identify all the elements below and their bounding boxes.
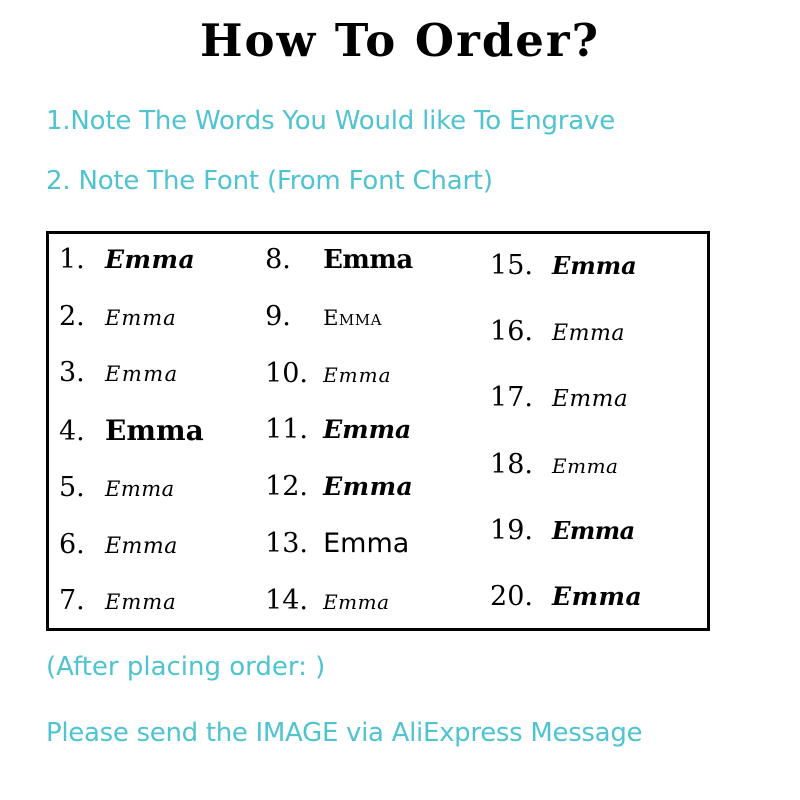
- font-chart-row: [490, 316, 703, 347]
- font-sample: Emma: [323, 305, 382, 330]
- font-sample: Emma: [323, 589, 390, 614]
- font-number: 4.: [59, 415, 85, 447]
- font-chart-row: [265, 528, 484, 559]
- font-chart-column-3: [484, 240, 703, 622]
- font-chart-row: [265, 471, 484, 502]
- font-sample: Emma: [323, 362, 392, 387]
- font-chart-column-2: [265, 240, 484, 622]
- font-chart-row: [59, 357, 265, 388]
- font-chart-row: [59, 244, 265, 275]
- font-chart-row: [490, 515, 703, 546]
- footer-line-1: (After placing order: ): [46, 652, 326, 682]
- font-number: 1.: [59, 244, 85, 275]
- footer-line-2: Please send the IMAGE via AliExpress Message: [46, 718, 643, 748]
- step-2-text: 2. Note The Font (From Font Chart): [46, 165, 493, 196]
- font-number: 16.: [490, 316, 533, 348]
- font-number: 13.: [265, 528, 309, 560]
- font-sample: Emma: [105, 533, 178, 559]
- font-number: 15.: [490, 250, 533, 281]
- font-sample: Emma: [323, 415, 412, 445]
- font-sample: Emma: [105, 362, 179, 386]
- font-chart-row: [59, 414, 265, 447]
- font-chart-row: [59, 585, 265, 616]
- font-number: 14.: [265, 584, 309, 616]
- font-chart-row: [490, 250, 703, 281]
- font-chart-row: [265, 414, 484, 445]
- font-number: 12.: [265, 471, 309, 503]
- step-1-text: 1.Note The Words You Would like To Engrave: [46, 105, 616, 136]
- font-number: 7.: [59, 585, 85, 616]
- font-sample: Emma: [552, 515, 635, 545]
- font-sample: Emma: [323, 528, 410, 560]
- font-sample: Emma: [552, 321, 625, 347]
- page-title: How To Order?: [199, 14, 601, 67]
- font-sample: Emma: [552, 581, 643, 611]
- font-sample: Emma: [105, 305, 177, 330]
- font-number: 3.: [59, 357, 85, 388]
- font-chart-row: [490, 382, 703, 413]
- font-number: 9.: [265, 300, 291, 332]
- font-sample: Emma: [323, 472, 414, 502]
- font-number: 18.: [490, 448, 533, 480]
- font-chart-row: [490, 449, 703, 480]
- font-number: 17.: [490, 382, 533, 414]
- font-chart-row: [265, 244, 484, 275]
- font-sample: Emma: [323, 245, 413, 275]
- font-chart-row: [265, 358, 484, 389]
- font-chart-row: [59, 472, 265, 503]
- font-chart-row: [265, 301, 484, 332]
- font-number: 11.: [265, 414, 309, 446]
- font-number: 6.: [59, 528, 85, 560]
- font-sample: Emma: [552, 251, 637, 280]
- font-chart-row: [265, 585, 484, 616]
- font-number: 20.: [490, 580, 533, 612]
- font-chart-row: [59, 301, 265, 332]
- font-chart-row: [490, 581, 703, 612]
- font-number: 5.: [59, 472, 85, 503]
- font-chart-column-1: [59, 240, 265, 622]
- font-sample: Emma: [552, 453, 619, 478]
- font-chart: [46, 231, 710, 631]
- font-number: 2.: [59, 300, 85, 332]
- font-number: 19.: [490, 514, 533, 546]
- font-number: 10.: [265, 357, 309, 389]
- font-sample: Emma: [105, 245, 196, 274]
- font-sample: Emma: [552, 386, 629, 413]
- font-sample: Emma: [105, 477, 175, 501]
- font-chart-row: [59, 529, 265, 560]
- font-number: 8.: [265, 244, 291, 275]
- font-sample: Emma: [105, 413, 204, 447]
- font-sample: Emma: [105, 590, 177, 614]
